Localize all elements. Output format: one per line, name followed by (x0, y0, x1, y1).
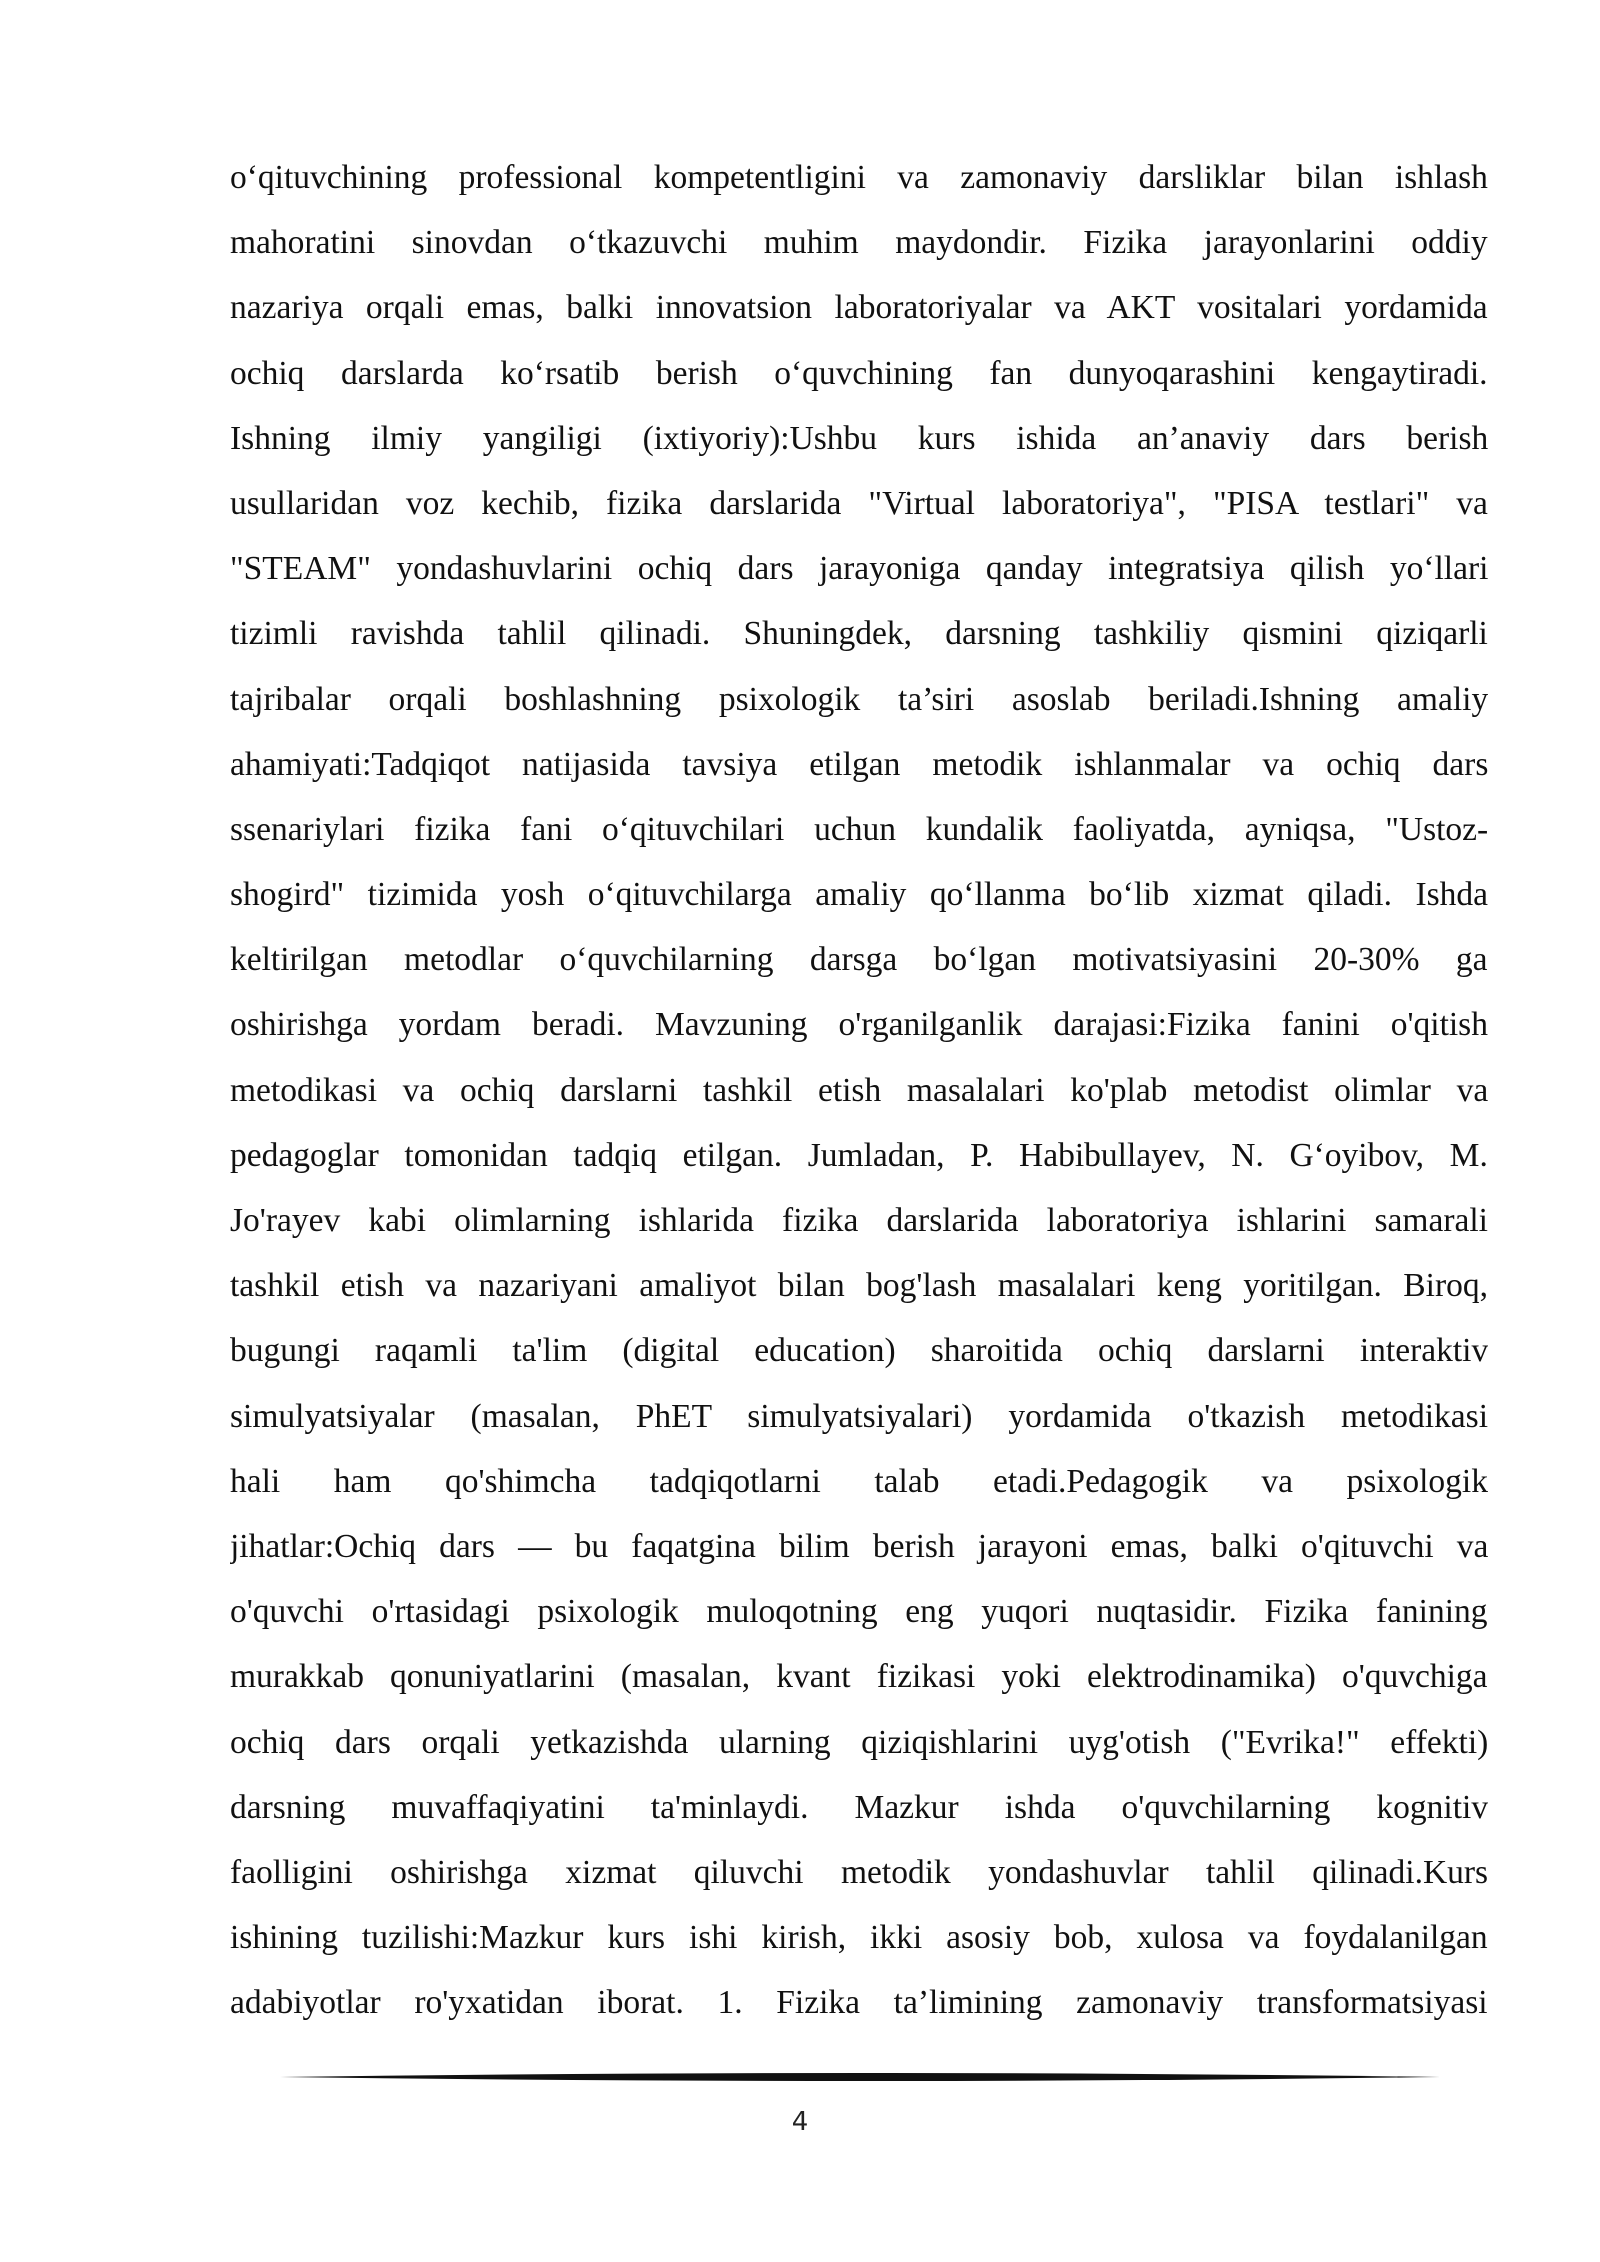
text-line: jihatlar:Ochiq dars — bu faqatgina bilim berish jarayoni emas, balki o'qituvchi va (230, 1527, 1488, 1565)
text-line: oshirishga yordam beradi. Mavzuning o'rganilganlik darajasi:Fizika fanini o'qitish (230, 1006, 1488, 1044)
text-line: ssenariylari fizika fani o‘qituvchilari uchun kundalik faoliyatda, ayniqsa, "Ustoz- (230, 810, 1488, 848)
text-line: tizimli ravishda tahlil qilinadi. Shuningdek, darsning tashkiliy qismini qiziqarli (230, 615, 1488, 653)
text-line: nazariya orqali emas, balki innovatsion laboratoriyalar va AKT vositalari yordamida (230, 289, 1488, 327)
text-line: keltirilgan metodlar o‘quvchilarning darsga bo‘lgan motivatsiyasini 20-30% ga (230, 941, 1488, 979)
text-line: murakkab qonuniyatlarini (masalan, kvant fizikasi yoki elektrodinamika) o'quvchiga (230, 1658, 1488, 1696)
text-line: "STEAM" yondashuvlarini ochiq dars jarayoniga qanday integratsiya qilish yo‘llari (230, 550, 1488, 588)
text-line: ochiq dars orqali yetkazishda ularning qiziqishlarini uyg'otish ("Evrika!" effekti) (230, 1723, 1488, 1761)
text-line: ahamiyati:Tadqiqot natijasida tavsiya etilgan metodik ishlanmalar va ochiq dars (230, 745, 1488, 783)
text-line: metodikasi va ochiq darslarni tashkil etish masalalari ko'plab metodist olimlar va (230, 1071, 1488, 1109)
text-line: ishining tuzilishi:Mazkur kurs ishi kirish, ikki asosiy bob, xulosa va foydalanilgan (230, 1919, 1488, 1957)
text-line: adabiyotlar ro'yxatidan iborat. 1. Fizika ta’limining zamonaviy transformatsiyasi (230, 1984, 1488, 2022)
text-line: darsning muvaffaqiyatini ta'minlaydi. Mazkur ishda o'quvchilarning kognitiv (230, 1788, 1488, 1826)
text-line: shogird" tizimida yosh o‘qituvchilarga amaliy qo‘llanma bo‘lib xizmat qiladi. Ishda (230, 876, 1488, 914)
text-line: hali ham qo'shimcha tadqiqotlarni talab etadi.Pedagogik va psixologik (230, 1462, 1488, 1500)
text-line: ochiq darslarda ko‘rsatib berish o‘quvchining fan dunyoqarashini kengaytiradi. (230, 354, 1488, 392)
text-line: bugungi raqamli ta'lim (digital education) sharoitida ochiq darslarni interaktiv (230, 1332, 1488, 1370)
footer-ornament-rule (280, 2071, 1440, 2083)
text-line: o‘qituvchining professional kompetentligini va zamonaviy darsliklar bilan ishlash (230, 159, 1488, 196)
text-line: faolligini oshirishga xizmat qiluvchi metodik yondashuvlar tahlil qilinadi.Kurs (230, 1853, 1488, 1891)
text-line: mahoratini sinovdan o‘tkazuvchi muhim maydondir. Fizika jarayonlarini oddiy (230, 224, 1488, 262)
text-line: simulyatsiyalar (masalan, PhET simulyatsiyalari) yordamida o'tkazish metodikasi (230, 1397, 1488, 1435)
text-line: pedagoglar tomonidan tadqiq etilgan. Jumladan, P. Habibullayev, N. G‘oyibov, M. (230, 1136, 1488, 1174)
page-number: 4 (791, 2107, 809, 2137)
body-paragraph (230, 145, 1488, 2035)
text-line: Ishning ilmiy yangiligi (ixtiyoriy):Ushbu kurs ishida an’anaviy dars berish (230, 419, 1488, 457)
text-line: tajribalar orqali boshlashning psixologik ta’siri asoslab beriladi.Ishning amaliy (230, 680, 1488, 718)
text-line: usullaridan voz kechib, fizika darslarida "Virtual laboratoriya", "PISA testlari" va (230, 484, 1488, 522)
text-line: Jo'rayev kabi olimlarning ishlarida fizika darslarida laboratoriya ishlarini samarali (230, 1202, 1488, 1239)
text-line: o'quvchi o'rtasidagi psixologik muloqotning eng yuqori nuqtasidir. Fizika fanining (230, 1593, 1488, 1631)
text-line: tashkil etish va nazariyani amaliyot bilan bog'lash masalalari keng yoritilgan. Biroq, (230, 1267, 1488, 1305)
